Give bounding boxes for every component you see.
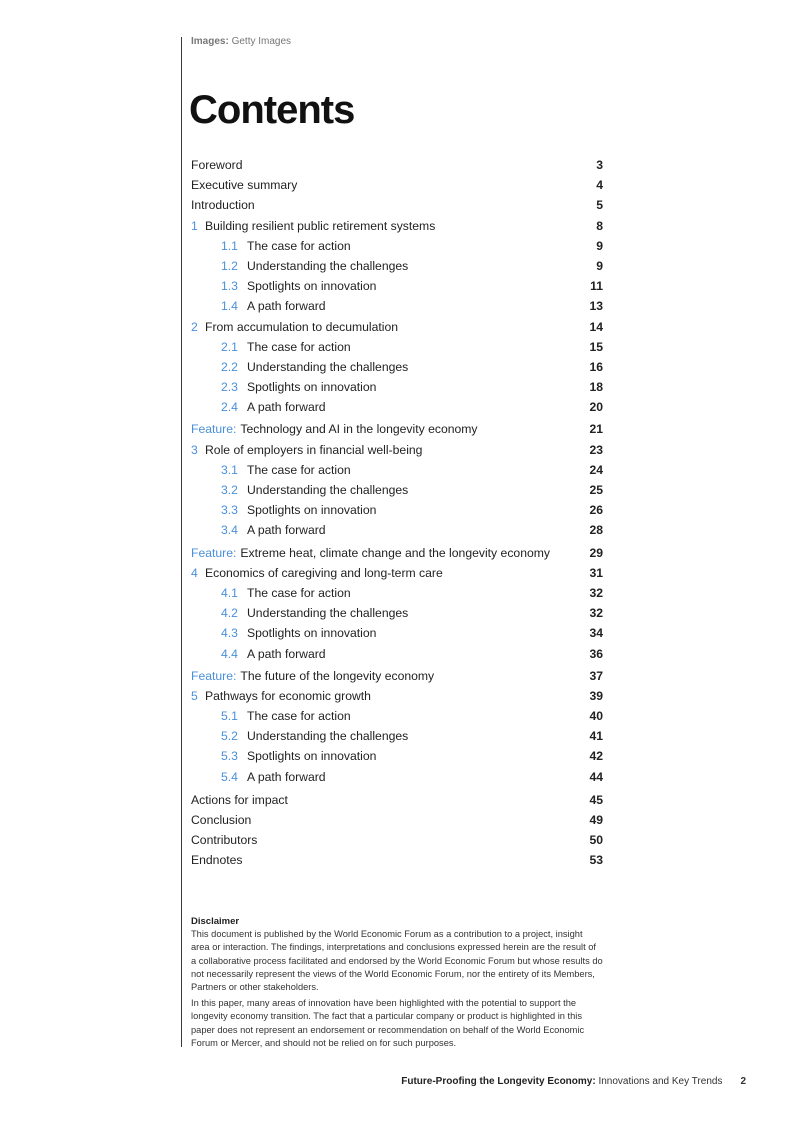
toc-entry-label: The case for action: [247, 339, 351, 354]
toc-entry-label: Understanding the challenges: [247, 483, 409, 497]
toc-entry-number: 1: [191, 218, 198, 233]
toc-entry-label: Spotlights on innovation: [247, 380, 377, 395]
toc-entry-label: The case for action: [247, 585, 351, 600]
toc-entry[interactable]: [191, 256, 603, 276]
toc-entry-page: 16: [589, 359, 603, 374]
toc-entry-page: 21: [589, 422, 603, 437]
toc-entry-number: 5: [191, 688, 198, 703]
toc-entry-page: 5: [596, 198, 603, 213]
toc-entry[interactable]: [191, 337, 603, 357]
toc-entry-label: The case for action: [247, 709, 351, 724]
toc-entry-page: 28: [589, 523, 603, 538]
toc-entry-page: 3: [596, 158, 603, 172]
toc-entry-label: A path forward: [247, 769, 326, 784]
toc-entry-page: 13: [589, 299, 603, 314]
toc-entry[interactable]: [191, 500, 603, 520]
toc-entry[interactable]: [191, 746, 603, 766]
toc-entry-number: 5.1: [221, 709, 238, 724]
disclaimer-paragraph: This document is published by the World Economic Forum as a contribution to a project, insight area or interaction. The findings, interpretations and conclusions expressed herein are the result of a collaborative process facilitated and endorsed by the World Economic Forum but whose results do not necessarily represent the views of the World Economic Forum, nor the entirety of its Members, Partners or other stakeholders.: [191, 929, 603, 993]
toc-entry-label: From accumulation to decumulation: [205, 319, 399, 334]
toc-entry-label: A path forward: [247, 400, 326, 415]
toc-entry-page: 36: [589, 646, 603, 661]
toc-entry[interactable]: [191, 175, 603, 195]
toc-entry-page: 4: [596, 178, 603, 193]
toc-entry[interactable]: [191, 790, 603, 810]
toc-entry-label: Spotlights on innovation: [247, 279, 377, 294]
toc-entry-number: 2: [191, 319, 198, 334]
toc-entry[interactable]: [191, 543, 603, 563]
toc-entry[interactable]: [191, 767, 603, 787]
toc-entry-page: 24: [589, 462, 603, 477]
toc-entry-page: 23: [589, 442, 603, 457]
toc-entry-page: 32: [589, 606, 603, 621]
toc-entry-number: 4.3: [221, 626, 238, 641]
toc-entry-page: 15: [589, 339, 603, 354]
toc-entry-page: 32: [589, 585, 603, 600]
toc-entry-page: 45: [589, 792, 603, 807]
toc-entry-number: Feature:: [191, 668, 237, 683]
toc-entry-number: 3.2: [221, 483, 238, 497]
toc-entry-page: 9: [596, 238, 603, 253]
table-of-contents: [191, 155, 603, 871]
toc-entry[interactable]: [191, 830, 603, 850]
toc-entry[interactable]: [191, 440, 603, 460]
toc-entry-label: The future of the longevity economy: [240, 668, 435, 683]
toc-entry-number: 5.4: [221, 769, 238, 784]
toc-entry-label: Technology and AI in the longevity economy: [240, 422, 478, 437]
toc-entry[interactable]: [191, 397, 603, 417]
toc-entry-page: 20: [589, 400, 603, 415]
toc-entry-page: 49: [589, 813, 603, 827]
toc-entry-page: 41: [589, 729, 603, 744]
toc-entry-number: 1.3: [221, 279, 238, 294]
toc-entry[interactable]: [191, 317, 603, 337]
toc-entry-label: Actions for impact: [191, 792, 288, 807]
toc-entry[interactable]: [191, 563, 603, 583]
toc-entry-label: Pathways for economic growth: [205, 688, 371, 703]
toc-entry[interactable]: [191, 460, 603, 480]
toc-entry-number: 3: [191, 442, 198, 457]
toc-entry-label: A path forward: [247, 523, 326, 538]
toc-entry-label: Foreword: [191, 158, 243, 172]
toc-entry-page: 8: [596, 218, 603, 233]
toc-entry-number: 3.4: [221, 523, 238, 538]
toc-entry-page: 9: [596, 258, 603, 273]
toc-entry[interactable]: [191, 726, 603, 746]
toc-entry[interactable]: [191, 623, 603, 643]
toc-entry-page: 31: [589, 565, 603, 580]
toc-entry-number: Feature:: [191, 545, 237, 560]
toc-entry[interactable]: [191, 810, 603, 830]
toc-entry-number: 2.1: [221, 339, 238, 354]
toc-entry-number: 2.4: [221, 400, 238, 415]
footer-title-bold: Future-Proofing the Longevity Economy:: [401, 1076, 596, 1087]
toc-entry-label: Conclusion: [191, 813, 252, 827]
toc-entry[interactable]: [191, 296, 603, 316]
margin-rule: [181, 37, 182, 1047]
image-credit-value: Getty Images: [231, 36, 292, 47]
toc-entry-label: A path forward: [247, 299, 326, 314]
toc-entry-label: A path forward: [247, 646, 326, 661]
toc-entry-label: Spotlights on innovation: [247, 503, 377, 518]
toc-entry[interactable]: [191, 195, 603, 215]
toc-entry[interactable]: [191, 706, 603, 726]
toc-entry-page: 40: [589, 709, 603, 724]
toc-entry-label: Extreme heat, climate change and the longevity economy: [240, 545, 550, 560]
toc-entry-label: Building resilient public retirement systems: [205, 218, 436, 233]
page-number: 2: [740, 1076, 746, 1087]
toc-entry-label: Understanding the challenges: [247, 606, 409, 621]
toc-entry-number: 1.4: [221, 299, 238, 314]
toc-entry-number: 2.3: [221, 380, 238, 395]
toc-entry-number: 1.1: [221, 238, 238, 253]
toc-entry[interactable]: [191, 666, 603, 686]
toc-entry-label: Economics of caregiving and long-term care: [205, 565, 443, 580]
toc-entry[interactable]: [191, 155, 603, 175]
toc-entry[interactable]: [191, 377, 603, 397]
image-credit-label: Images:: [191, 36, 229, 47]
toc-entry[interactable]: [191, 850, 603, 870]
toc-entry-page: 34: [589, 626, 603, 641]
toc-entry[interactable]: [191, 216, 603, 236]
toc-entry[interactable]: [191, 520, 603, 540]
toc-entry-label: The case for action: [247, 238, 351, 253]
toc-entry-label: Endnotes: [191, 853, 243, 868]
toc-entry-number: 5.2: [221, 729, 238, 744]
toc-entry-page: 44: [589, 769, 603, 784]
toc-entry-number: Feature:: [191, 422, 237, 437]
footer-title-rest: Innovations and Key Trends: [595, 1076, 723, 1087]
toc-entry-page: 18: [589, 380, 603, 395]
page-footer: [401, 1076, 746, 1087]
disclaimer-paragraph: In this paper, many areas of innovation have been highlighted with the potential to support the longevity economy transition. The fact that a particular company or product is highlighted in this paper does not represent an endorsement or recommendation on behalf of the World Economic Forum or Mercer, and should not be relied on for such purposes.: [191, 998, 585, 1048]
image-credit: [191, 36, 291, 47]
toc-entry[interactable]: [191, 276, 603, 296]
toc-entry-number: 3.3: [221, 503, 238, 518]
toc-entry-page: 37: [589, 668, 603, 683]
toc-entry[interactable]: [191, 686, 603, 706]
toc-entry-page: 50: [589, 833, 603, 848]
toc-entry-label: Role of employers in financial well-being: [205, 442, 423, 457]
toc-entry-page: 14: [589, 319, 603, 334]
toc-entry[interactable]: [191, 644, 603, 664]
toc-entry-number: 1.2: [221, 258, 238, 273]
disclaimer: [191, 915, 603, 1053]
toc-entry-label: Understanding the challenges: [247, 729, 409, 744]
toc-entry-number: 4.2: [221, 606, 238, 621]
toc-entry[interactable]: [191, 583, 603, 603]
toc-entry-page: 11: [590, 279, 603, 294]
toc-entry-page: 42: [589, 749, 603, 764]
toc-entry-number: 2.2: [221, 359, 238, 374]
toc-entry-page: 39: [589, 688, 603, 703]
toc-entry-number: 5.3: [221, 749, 238, 764]
toc-entry[interactable]: [191, 603, 603, 623]
toc-entry-page: 25: [589, 483, 603, 497]
toc-entry-label: Introduction: [191, 198, 255, 213]
toc-entry[interactable]: [191, 480, 603, 500]
toc-entry-page: 26: [589, 503, 603, 518]
toc-entry[interactable]: [191, 419, 603, 439]
toc-entry-label: Executive summary: [191, 178, 298, 193]
disclaimer-heading: Disclaimer: [191, 916, 240, 927]
toc-entry[interactable]: [191, 357, 603, 377]
page-title: Contents: [189, 88, 355, 132]
toc-entry-number: 4.4: [221, 646, 238, 661]
toc-entry-number: 3.1: [221, 462, 238, 477]
toc-entry[interactable]: [191, 236, 603, 256]
toc-entry-label: Understanding the challenges: [247, 359, 409, 374]
toc-entry-label: Understanding the challenges: [247, 258, 409, 273]
toc-entry-label: Spotlights on innovation: [247, 749, 377, 764]
toc-entry-number: 4: [191, 565, 198, 580]
toc-entry-label: Contributors: [191, 833, 258, 848]
toc-entry-label: The case for action: [247, 462, 351, 477]
toc-entry-page: 53: [589, 853, 603, 868]
toc-entry-label: Spotlights on innovation: [247, 626, 377, 641]
toc-entry-page: 29: [589, 545, 603, 560]
toc-entry-number: 4.1: [221, 585, 238, 600]
